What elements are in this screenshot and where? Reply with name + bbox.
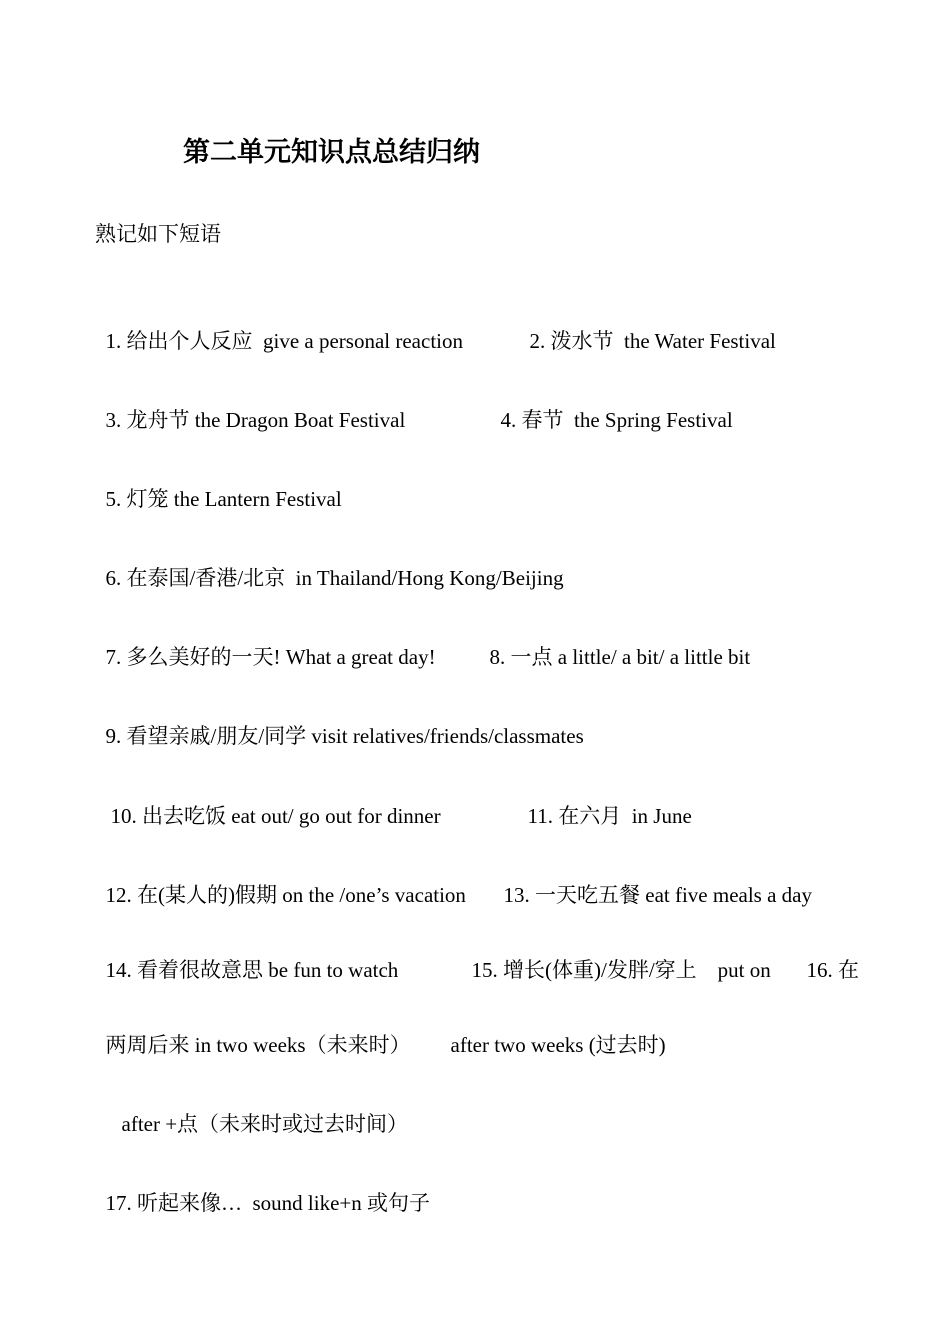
- phrase-13: 13. 一天吃五餐 eat five meals a day: [503, 883, 812, 907]
- phrase-4: 4. 春节 the Spring Festival: [500, 408, 733, 432]
- phrase-line-7b: [517, 774, 692, 830]
- phrase-line-1b: [519, 299, 776, 355]
- phrase-16-note: after +点（未来时或过去时间）: [121, 1112, 409, 1136]
- phrase-line-6: [95, 694, 584, 750]
- phrase-6: 6. 在泰国/香港/北京 in Thailand/Hong Kong/Beijing: [105, 566, 564, 590]
- phrase-9: 9. 看望亲戚/朋友/同学 visit relatives/friends/classmates: [105, 724, 584, 748]
- phrase-14: 14. 看着很故意思 be fun to watch: [105, 958, 399, 982]
- phrase-line-12: [95, 1161, 430, 1217]
- phrase-1: 1. 给出个人反应 give a personal reaction: [105, 329, 463, 353]
- phrase-line-5b: [479, 615, 750, 671]
- phrase-line-2b: [490, 378, 733, 434]
- phrase-line-3: [95, 457, 342, 513]
- phrase-line-4: [95, 536, 564, 592]
- phrase-12: 12. 在(某人的)假期 on the /one’s vacation: [105, 883, 466, 907]
- phrase-7: 7. 多么美好的一天! What a great day!: [105, 645, 436, 669]
- phrase-15: 15. 增长(体重)/发胖/穿上 put on: [471, 958, 771, 982]
- phrase-16-start: 16. 在: [806, 958, 859, 982]
- intro-text: 熟记如下短语: [95, 222, 221, 246]
- phrase-16-future: 两周后来 in two weeks（未来时）: [105, 1033, 411, 1057]
- phrase-line-5: [95, 615, 436, 671]
- phrase-5: 5. 灯笼 the Lantern Festival: [105, 487, 342, 511]
- phrase-2: 2. 泼水节 the Water Festival: [529, 329, 776, 353]
- phrase-17: 17. 听起来像… sound like+n 或句子: [105, 1191, 431, 1215]
- phrase-8: 8. 一点 a little/ a bit/ a little bit: [489, 645, 751, 669]
- phrase-3: 3. 龙舟节 the Dragon Boat Festival: [105, 408, 406, 432]
- phrase-16-past: after two weeks (过去时): [450, 1033, 666, 1057]
- phrase-line-8: [95, 853, 466, 909]
- phrase-line-11: [111, 1082, 408, 1138]
- phrase-line-2: [95, 378, 405, 434]
- phrase-10: 10. 出去吃饭 eat out/ go out for dinner: [110, 804, 441, 828]
- document-title: 第二单元知识点总结归纳: [183, 137, 480, 167]
- phrase-line-10: [95, 1003, 411, 1059]
- phrase-line-10b: [440, 1003, 666, 1059]
- phrase-line-9: [95, 928, 398, 984]
- phrase-line-7: [100, 774, 441, 830]
- phrase-line-8b: [493, 853, 812, 909]
- phrase-line-1: [95, 299, 463, 355]
- phrase-line-9b: [461, 928, 771, 984]
- phrase-line-9c: [796, 928, 859, 984]
- phrase-11: 11. 在六月 in June: [527, 804, 692, 828]
